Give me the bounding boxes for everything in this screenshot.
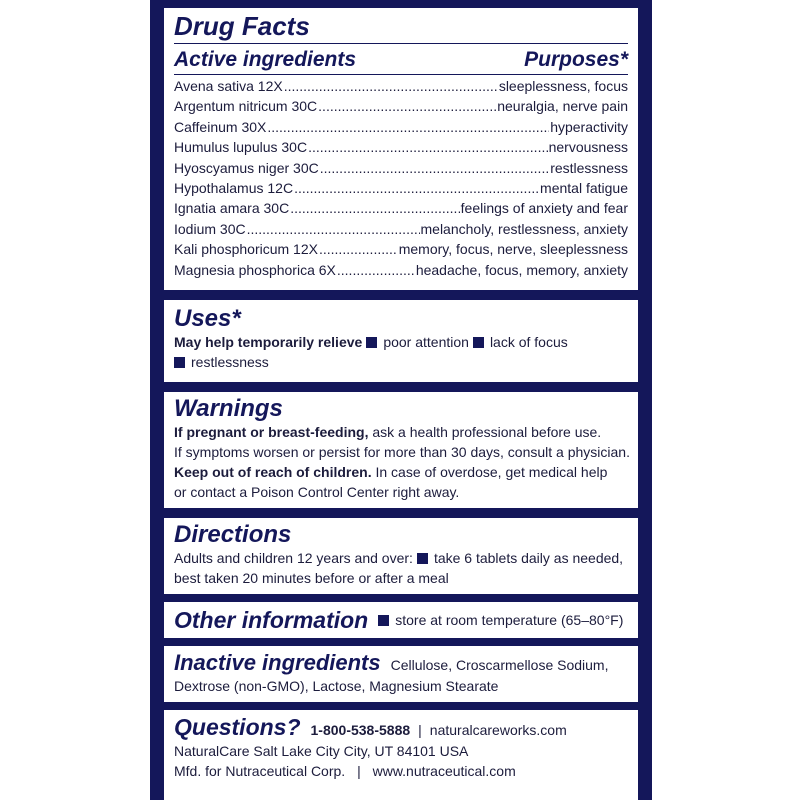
uses-heading: Uses* [174,305,241,332]
bullet-square-icon [366,337,377,348]
website-link-2[interactable]: www.nutraceutical.com [372,763,516,779]
phone-number[interactable]: 1-800-538-5888 [310,722,411,738]
purposes-heading: Purposes* [524,48,628,71]
active-ingredients-header [174,48,628,72]
warnings-box [164,392,638,508]
ingredient-row: Humulus lupulus 30C ..... nervousness [174,137,628,157]
drug-facts-title: Drug Facts [174,11,310,41]
manufacturer-line: Mfd. for Nutraceutical Corp. | www.nutraceutical.com [174,763,516,779]
title-rule [174,43,628,44]
uses-box [164,300,638,382]
directions-line-2: best taken 20 minutes before or after a meal [174,570,449,586]
warnings-line-4: or contact a Poison Control Center right away. [174,484,460,500]
questions-heading: Questions? [174,714,301,740]
directions-box [164,518,638,594]
ingredients-rule [174,74,628,75]
warnings-heading: Warnings [174,395,283,422]
other-info-heading: Other information [174,606,369,633]
ingredient-row: Argentum nitricum 30C ..... neuralgia, nerve pain [174,96,628,116]
warnings-line-3: Keep out of reach of children. In case of overdose, get medical help [174,464,608,480]
ingredients-list [174,76,628,280]
inactive-line-1: Inactive ingredients Cellulose, Croscarmellose Sodium, [174,650,609,675]
ingredient-row: Ignatia amara 30C ..... feelings of anxiety and fear [174,198,628,218]
ingredient-row: Hyoscyamus niger 30C ..... restlessness [174,158,628,178]
bullet-square-icon [378,615,389,626]
ingredient-row: Hypothalamus 12C ..... mental fatigue [174,178,628,198]
drug-facts-panel [150,0,652,800]
questions-box [164,710,638,800]
website-link[interactable]: naturalcareworks.com [429,722,567,738]
warnings-line-2: If symptoms worsen or persist for more than 30 days, consult a physician. [174,444,630,460]
directions-line-1: Adults and children 12 years and over: take 6 tablets daily as needed, [174,550,624,566]
ingredient-row: Magnesia phosphorica 6X ..... headache, focus, memory, anxiety [174,260,628,280]
directions-heading: Directions [174,521,292,548]
bullet-square-icon [174,357,185,368]
ingredient-row: Avena sativa 12X ..... sleeplessness, focus [174,76,628,96]
ingredient-row: Kali phosphoricum 12X ..... memory, focus, nerve, sleeplessness [174,239,628,259]
ingredient-row: Iodium 30C ..... melancholy, restlessness, anxiety [174,219,628,239]
inactive-line-2: Dextrose (non-GMO), Lactose, Magnesium Stearate [174,678,499,694]
address-line: NaturalCare Salt Lake City City, UT 84101 USA [174,743,469,759]
active-ingredients-box [164,8,638,290]
uses-line-1: May help temporarily relieve poor attention lack of focus [174,334,568,350]
inactive-ingredients-box [164,646,638,702]
bullet-square-icon [417,553,428,564]
uses-line-2: restlessness [174,352,628,372]
questions-line-1: Questions? 1-800-538-5888 | naturalcareworks.com [174,714,567,740]
ingredient-row: Caffeinum 30X ..... hyperactivity [174,117,628,137]
other-info-item: store at room temperature (65–80°F) [378,610,623,630]
warnings-line-1: If pregnant or breast-feeding, ask a health professional before use. [174,424,602,440]
active-ingredients-heading: Active ingredients [174,48,357,71]
bullet-square-icon [473,337,484,348]
inactive-heading: Inactive ingredients [174,650,381,675]
uses-lead: May help temporarily relieve [174,334,363,350]
other-info-box [164,602,638,638]
